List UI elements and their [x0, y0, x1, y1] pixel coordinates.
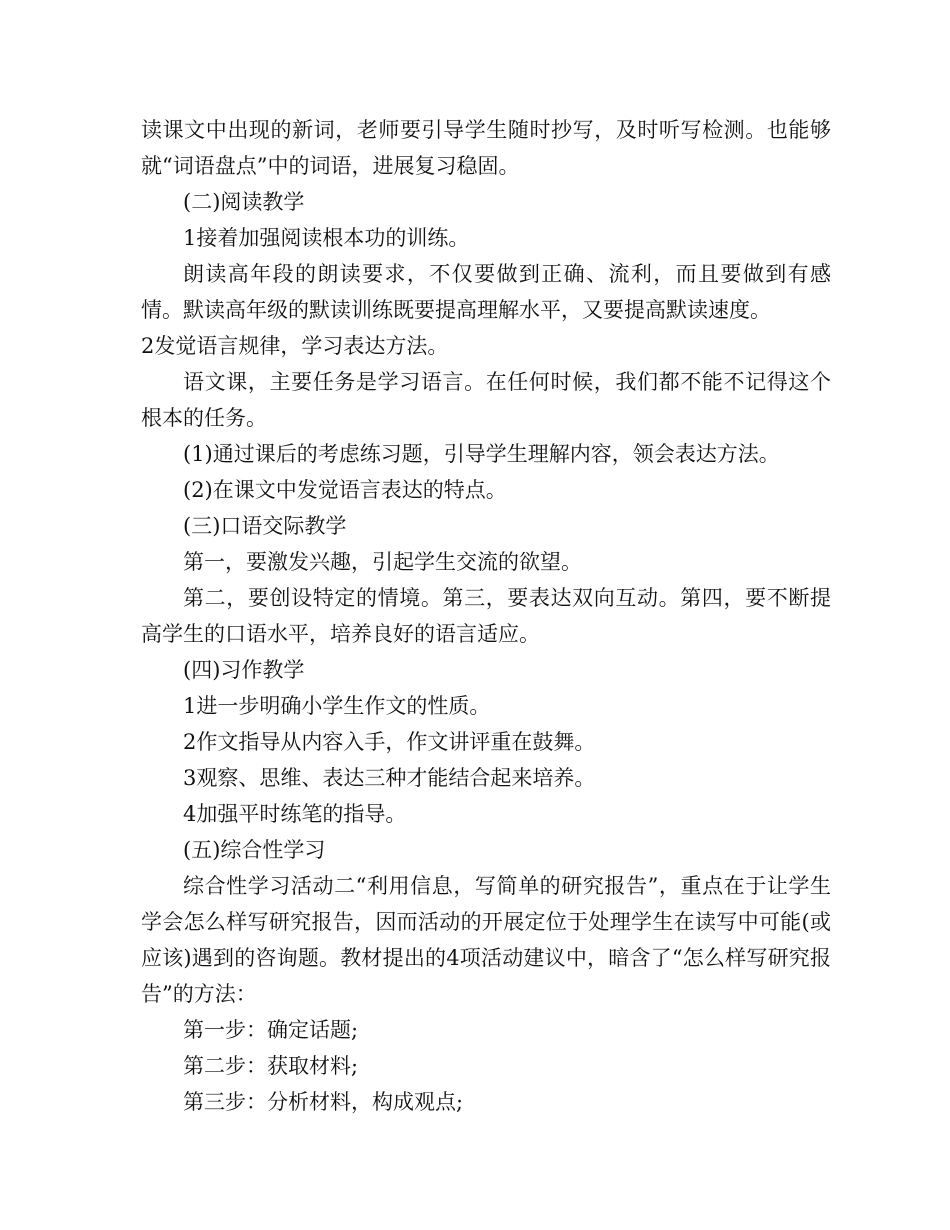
- body-paragraph: 第二，要创设特定的情境。第三，要表达双向互动。第四，要不断提高学生的口语水平，培养良好的语言适应。: [141, 586, 831, 646]
- section-heading: (三)口语交际教学: [183, 514, 347, 538]
- body-paragraph: 朗读高年段的朗读要求，不仅要做到正确、流利，而且要做到有感情。默读高年级的默读训练既要提高理解水平，又要提高默读速度。: [141, 262, 831, 322]
- numbered-item: (1)通过课后的考虑练习题，引导学生理解内容，领会表达方法。: [183, 442, 780, 466]
- document-body: [141, 112, 831, 1120]
- numbered-item: 1接着加强阅读根本功的训练。: [183, 226, 470, 250]
- numbered-item: 4加强平时练笔的指导。: [183, 802, 407, 826]
- section-heading: (二)阅读教学: [183, 190, 305, 214]
- numbered-item: (2)在课文中发觉语言表达的特点。: [183, 478, 507, 502]
- section-heading: (五)综合性学习: [183, 838, 326, 862]
- body-paragraph: 语文课，主要任务是学习语言。在任何时候，我们都不能不记得这个根本的任务。: [141, 370, 831, 430]
- step-item: 第三步：分析材料，构成观点;: [183, 1090, 464, 1114]
- numbered-item: 2作文指导从内容入手，作文讲评重在鼓舞。: [183, 730, 596, 754]
- numbered-item: 2发觉语言规律，学习表达方法。: [141, 334, 449, 358]
- step-item: 第一步：确定话题;: [183, 1018, 359, 1042]
- section-heading: (四)习作教学: [183, 658, 305, 682]
- step-item: 第二步：获取材料;: [183, 1054, 359, 1078]
- numbered-item: 3观察、思维、表达三种才能结合起来培养。: [183, 766, 596, 790]
- numbered-item: 1进一步明确小学生作文的性质。: [183, 694, 491, 718]
- body-paragraph: 读课文中出现的新词，老师要引导学生随时抄写，及时听写检测。也能够就“词语盘点”中的词语，进展复习稳固。: [141, 118, 831, 178]
- body-paragraph: 综合性学习活动二“利用信息，写简单的研究报告”，重点在于让学生学会怎么样写研究报告，因而活动的开展定位于处理学生在读写中可能(或应该)遇到的咨询题。教材提出的4项活动建议中，暗含了“怎么样写研究报告”的方法：: [141, 874, 831, 1006]
- body-paragraph: 第一，要激发兴趣，引起学生交流的欲望。: [183, 550, 582, 574]
